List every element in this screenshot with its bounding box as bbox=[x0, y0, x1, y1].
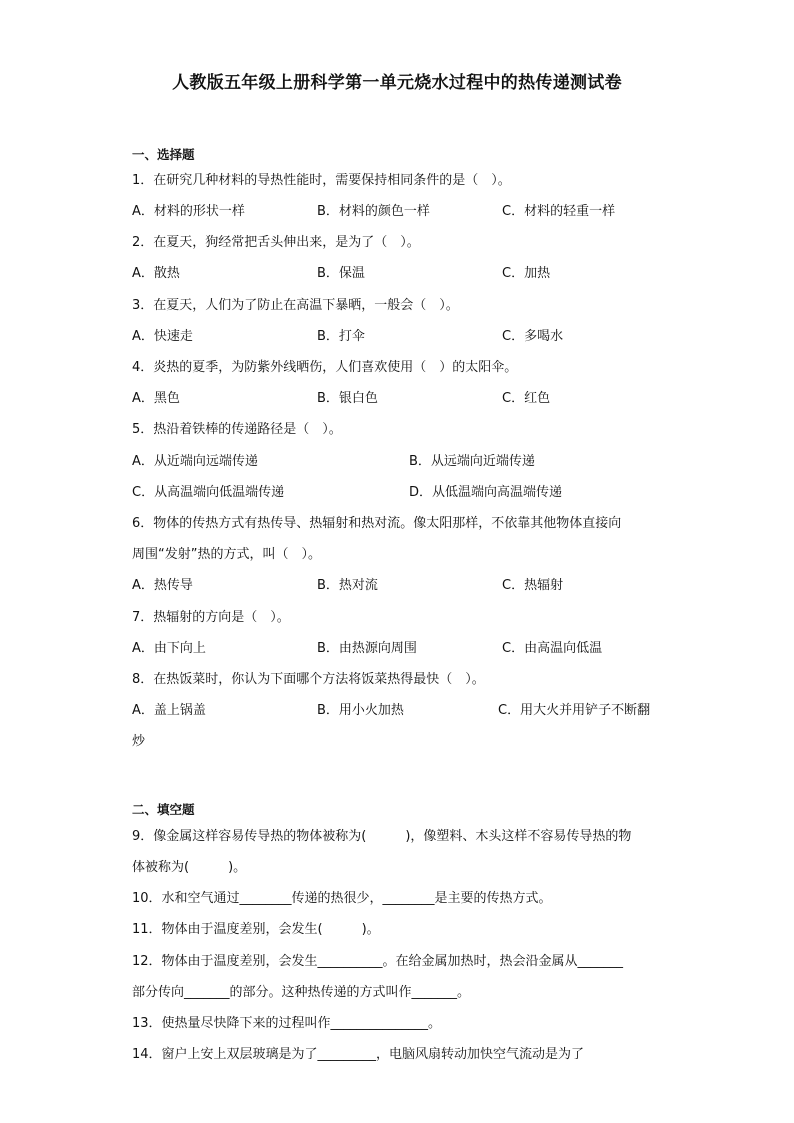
question-3: 3．在夏天，人们为了防止在高温下暴晒，一般会（ ）。 bbox=[132, 298, 459, 313]
question-14: 14．窗户上安上双层玻璃是为了_________，电脑风扇转动加快空气流动是为了 bbox=[132, 1047, 585, 1062]
question-9-line-1: 9．像金属这样容易传导热的物体被称为( )，像塑料、木头这样不容易传导热的物 bbox=[132, 829, 632, 844]
q7-option-a: A．由下向上 bbox=[132, 641, 206, 656]
question-7: 7．热辐射的方向是（ ）。 bbox=[132, 610, 290, 625]
q8-option-a: A．盖上锅盖 bbox=[132, 703, 206, 718]
question-10: 10．水和空气通过________传递的热很少，________是主要的传热方式。 bbox=[132, 891, 552, 906]
q2-option-a: A．散热 bbox=[132, 266, 180, 281]
q3-option-a: A．快速走 bbox=[132, 329, 193, 344]
q7-option-b: B．由热源向周围 bbox=[317, 641, 417, 656]
question-1: 1．在研究几种材料的导热性能时，需要保持相同条件的是（ ）。 bbox=[132, 173, 511, 188]
q2-option-c: C．加热 bbox=[502, 266, 551, 281]
q6-option-b: B．热对流 bbox=[317, 578, 378, 593]
q6-option-a: A．热传导 bbox=[132, 578, 193, 593]
q1-option-a: A．材料的形状一样 bbox=[132, 204, 245, 219]
q5-option-c: C．从高温端向低温端传递 bbox=[132, 485, 285, 500]
question-6-line-1: 6．物体的传热方式有热传导、热辐射和热对流。像太阳那样，不依靠其他物体直接向 bbox=[132, 516, 622, 531]
question-12-line-2: 部分传向_______的部分。这种热传递的方式叫作_______。 bbox=[132, 985, 471, 1000]
q8-option-b: B．用小火加热 bbox=[317, 703, 404, 718]
question-6-line-2: 周围“发射”热的方式，叫（ ）。 bbox=[132, 547, 321, 562]
q4-option-a: A．黑色 bbox=[132, 391, 180, 406]
exam-title: 人教版五年级上册科学第一单元烧水过程中的热传递测试卷 bbox=[172, 73, 622, 93]
question-2: 2．在夏天，狗经常把舌头伸出来，是为了（ ）。 bbox=[132, 235, 420, 250]
q5-option-b: B．从远端向近端传递 bbox=[409, 454, 535, 469]
q2-option-b: B．保温 bbox=[317, 266, 365, 281]
question-8: 8．在热饭菜时，你认为下面哪个方法将饭菜热得最快（ ）。 bbox=[132, 672, 485, 687]
q5-option-d: D．从低温端向高温端传递 bbox=[409, 485, 563, 500]
question-11: 11．物体由于温度差别，会发生( )。 bbox=[132, 922, 380, 937]
q3-option-b: B．打伞 bbox=[317, 329, 365, 344]
section-heading-choice: 一、选择题 bbox=[132, 147, 195, 162]
section-heading-fill: 二、填空题 bbox=[132, 802, 195, 817]
q8-option-c-continued: 炒 bbox=[132, 734, 146, 749]
q4-option-c: C．红色 bbox=[502, 391, 551, 406]
q7-option-c: C．由高温向低温 bbox=[502, 641, 603, 656]
q3-option-c: C．多喝水 bbox=[502, 329, 564, 344]
question-12-line-1: 12．物体由于温度差别，会发生__________。在给金属加热时，热会沿金属从_______ bbox=[132, 954, 624, 969]
question-4: 4．炎热的夏季，为防紫外线晒伤，人们喜欢使用（ ）的太阳伞。 bbox=[132, 360, 518, 375]
question-13: 13．使热量尽快降下来的过程叫作_______________。 bbox=[132, 1016, 442, 1031]
question-5: 5．热沿着铁棒的传递路径是（ ）。 bbox=[132, 422, 342, 437]
q4-option-b: B．银白色 bbox=[317, 391, 378, 406]
q5-option-a: A．从近端向远端传递 bbox=[132, 454, 258, 469]
q1-option-c: C．材料的轻重一样 bbox=[502, 204, 616, 219]
q8-option-c: C．用大火并用铲子不断翻 bbox=[498, 703, 651, 718]
q1-option-b: B．材料的颜色一样 bbox=[317, 204, 430, 219]
q6-option-c: C．热辐射 bbox=[502, 578, 564, 593]
question-9-line-2: 体被称为( )。 bbox=[132, 860, 247, 875]
